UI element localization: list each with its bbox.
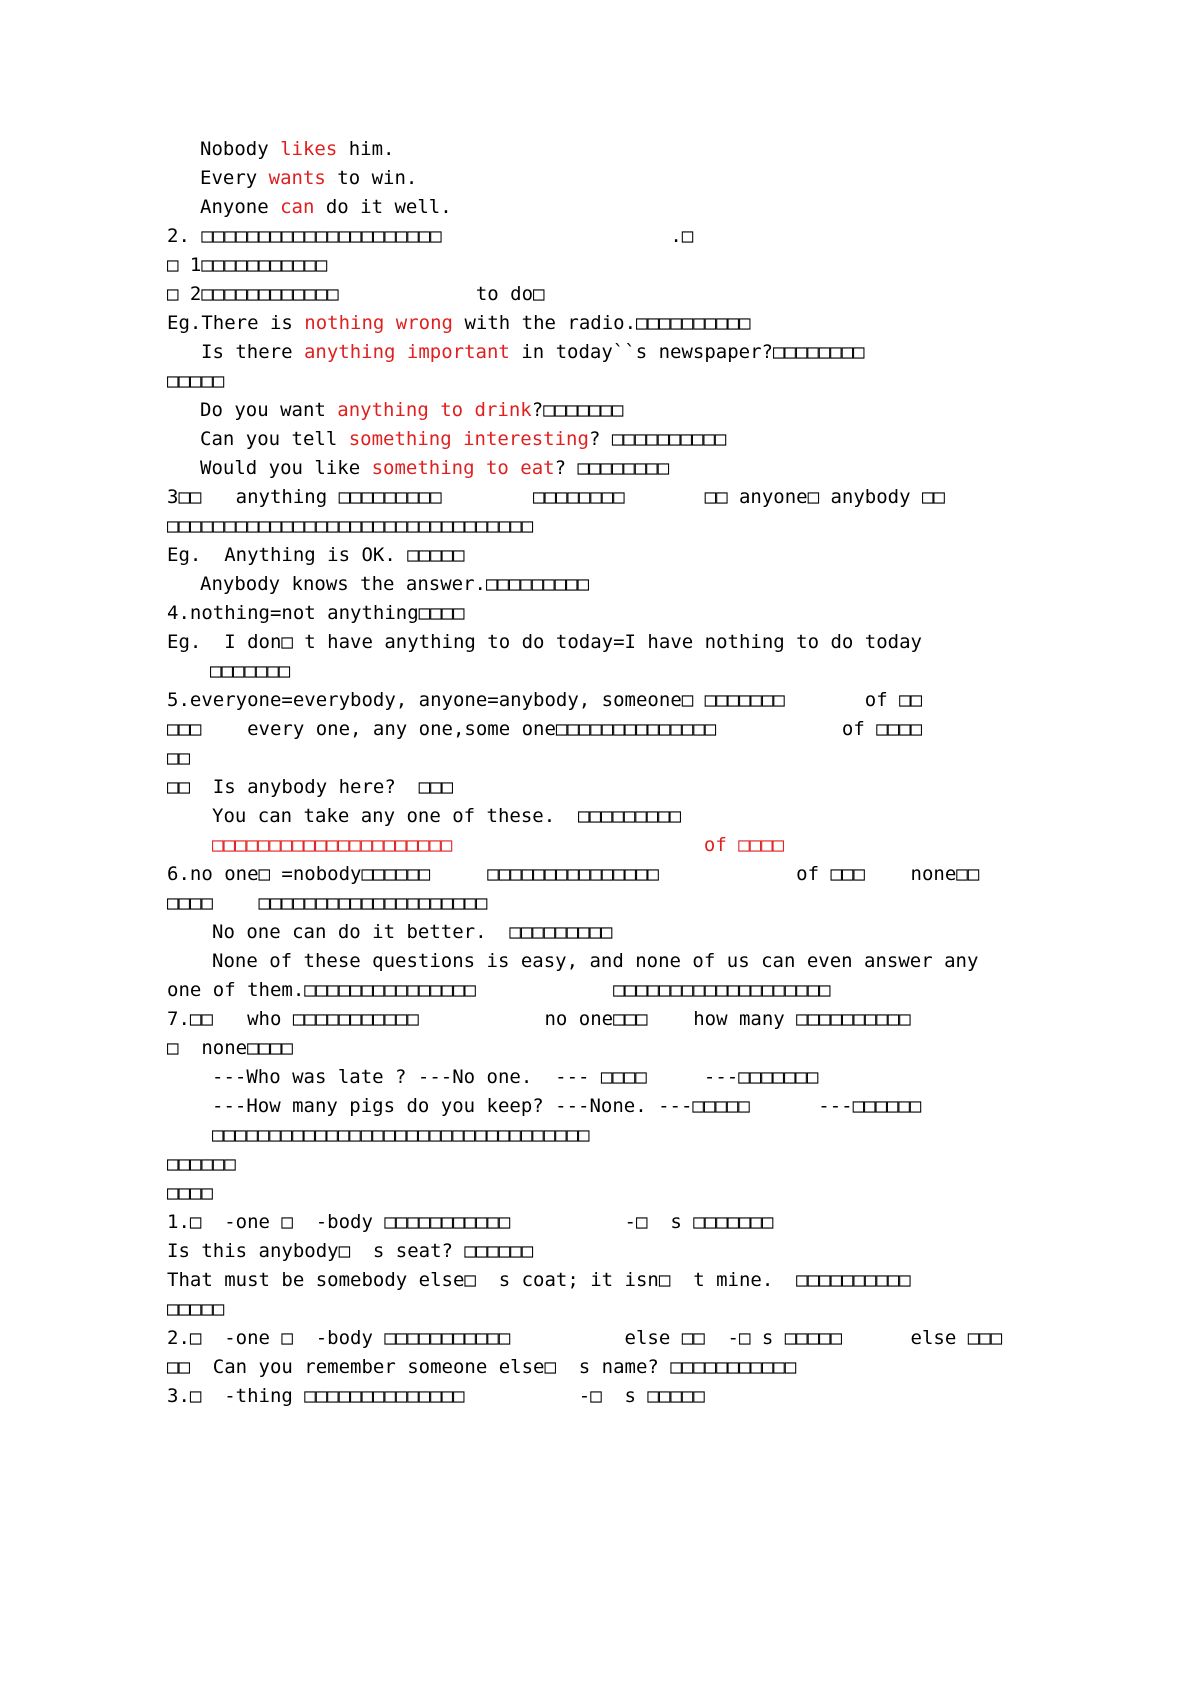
text-segment: 2.□ -one □ -body □□□□□□□□□□□ else □□ -□ s □□□□□ else □□□ [167,1327,1003,1349]
text-segment: ---Who was late ? ---No one. --- □□□□ ---□□□□□□□ [212,1066,819,1088]
text-segment: □□□□ [167,1182,213,1204]
text-line [167,543,464,567]
text-segment: 6.no one□ =nobody□□□□□□ □□□□□□□□□□□□□□□ of □□□ none□□ [167,863,980,885]
text-line [167,1036,293,1060]
text-segment: Eg. I don□ t have anything to do today=I have nothing to do today [167,631,922,653]
text-line [212,1123,590,1147]
text-segment: □□□□□□□ [210,660,291,682]
text-segment: one of them.□□□□□□□□□□□□□□□ □□□□□□□□□□□□□□□□□□□ [167,979,831,1001]
text-line [167,369,224,393]
highlighted-text: nothing wrong [304,312,453,334]
text-line [212,920,612,944]
text-segment: You can take any one of these. □□□□□□□□□ [212,805,681,827]
text-segment: Nobody [200,138,281,160]
text-line [167,1268,911,1292]
text-line [167,862,979,886]
highlighted-text: anything to drink [337,399,532,421]
text-line [200,572,589,596]
text-line [167,630,922,654]
text-line [200,398,623,422]
text-line [167,978,830,1002]
text-segment: with the radio.□□□□□□□□□□ [453,312,751,334]
highlighted-text: likes [280,138,338,160]
text-line [167,1239,533,1263]
text-line [167,514,533,538]
text-segment: □□ [167,747,190,769]
text-line [167,1007,911,1031]
text-segment: 3□□ anything □□□□□□□□□ □□□□□□□□ □□ anyone□ anybody □□ [167,486,945,508]
text-segment: □□ Can you remember someone else□ s name? □□□□□□□□□□□ [167,1356,797,1378]
text-line [167,1384,705,1408]
text-segment: Would you like [200,457,372,479]
text-segment: 5.everyone=everybody, anyone=anybody, someone□ □□□□□□□ of □□ [167,689,922,711]
text-line [201,340,864,364]
text-line [167,688,922,712]
text-segment: □ 2□□□□□□□□□□□□ to do□ [167,283,545,305]
text-line [212,833,784,857]
text-segment: Every [200,167,269,189]
text-line [167,1181,213,1205]
text-segment: □□□□ □□□□□□□□□□□□□□□□□□□□ [167,892,488,914]
text-line [167,1355,796,1379]
highlighted-text: □□□□□□□□□□□□□□□□□□□□□ of □□□□ [212,834,784,856]
text-line [167,485,945,509]
text-segment: Do you want [200,399,338,421]
text-segment: □□ Is anybody here? □□□ [167,776,453,798]
text-line [167,1210,773,1234]
text-line [167,1297,224,1321]
text-segment: Eg.There is [167,312,305,334]
text-line [167,601,464,625]
highlighted-text: something to eat [371,457,555,479]
text-segment: Anyone [200,196,281,218]
text-segment: ?□□□□□□□ [531,399,624,421]
text-segment: That must be somebody else□ s coat; it isn□ t mine. □□□□□□□□□□ [167,1269,911,1291]
text-segment: Is there [201,341,304,363]
text-segment: 4.nothing=not anything□□□□ [167,602,465,624]
text-segment: 3.□ -thing □□□□□□□□□□□□□□ -□ s □□□□□ [167,1385,705,1407]
text-segment: □□□□□ [167,1298,225,1320]
text-line [200,427,726,451]
text-line [167,311,750,335]
text-segment: ? □□□□□□□□□□ [588,428,727,450]
text-segment: None of these questions is easy, and none of us can even answer any [212,950,979,972]
text-segment: □□□ every one, any one,some one□□□□□□□□□□□□□□ of □□□□ [167,718,922,740]
highlighted-text: anything important [303,341,510,363]
text-line [167,717,922,741]
text-segment: □□□□□□□□□□□□□□□□□□□□□□□□□□□□□□□□□ [212,1124,590,1146]
text-line [200,195,452,219]
text-segment: □□□□□□ [167,1153,236,1175]
text-line [212,1094,921,1118]
text-segment: No one can do it better. □□□□□□□□□ [212,921,613,943]
text-segment: □ 1□□□□□□□□□□□ [167,254,328,276]
text-segment: do it well. [314,196,452,218]
text-segment: Eg. Anything is OK. □□□□□ [167,544,465,566]
text-line [167,746,190,770]
text-segment: ? □□□□□□□□ [554,457,670,479]
text-line [167,253,327,277]
highlighted-text: wants [268,167,326,189]
text-segment: Is this anybody□ s seat? □□□□□□ [167,1240,534,1262]
text-line [167,891,487,915]
text-segment: him. [337,138,395,160]
text-line [200,166,417,190]
text-line [200,456,669,480]
text-line [167,224,693,248]
text-line [167,1326,1002,1350]
text-segment: Anybody knows the answer.□□□□□□□□□ [200,573,589,595]
text-segment: Can you tell [200,428,349,450]
text-segment: □□□□□ [167,370,225,392]
text-segment: in today``s newspaper?□□□□□□□□ [509,341,865,363]
text-segment: 2. □□□□□□□□□□□□□□□□□□□□□ .□ [167,225,694,247]
highlighted-text: something interesting [348,428,589,450]
text-line [212,949,978,973]
text-segment: □ none□□□□ [167,1037,293,1059]
text-line [167,1152,236,1176]
text-line [167,775,453,799]
text-line [212,804,681,828]
text-line [210,659,290,683]
text-line [212,1065,818,1089]
text-segment: ---How many pigs do you keep? ---None. ---□□□□□ ---□□□□□□ [212,1095,922,1117]
text-segment: 1.□ -one □ -body □□□□□□□□□□□ -□ s □□□□□□□ [167,1211,774,1233]
text-line [200,137,394,161]
text-line [167,282,545,306]
highlighted-text: can [280,196,315,218]
text-segment: 7.□□ who □□□□□□□□□□□ no one□□□ how many □□□□□□□□□□ [167,1008,911,1030]
text-segment: to win. [325,167,418,189]
text-segment: □□□□□□□□□□□□□□□□□□□□□□□□□□□□□□□□ [167,515,534,537]
